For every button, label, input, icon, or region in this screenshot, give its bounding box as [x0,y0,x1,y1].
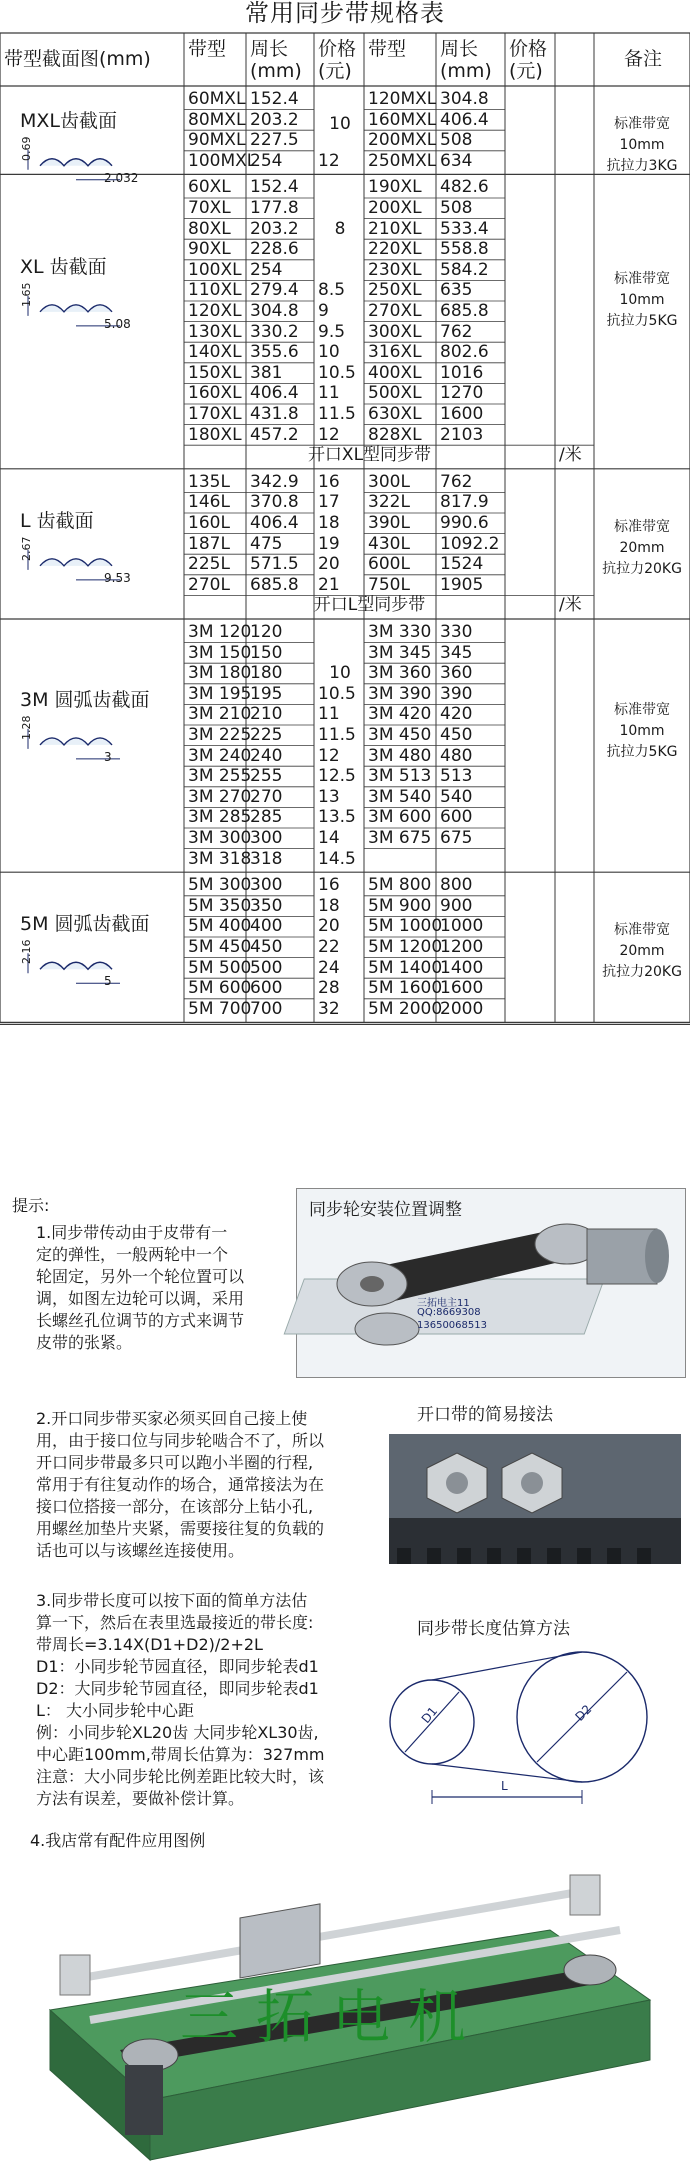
table-cell: 355.6 [250,342,299,363]
table-cell: 3M 150 [188,642,252,663]
table-cell: 3M 345 [368,642,432,663]
table-cell: 457.2 [250,424,299,445]
remark-text: 抗拉力20KG [602,964,682,981]
table-cell: 140XL [188,342,242,363]
table-cell: 675 [440,828,473,848]
remark-text: 抗拉力5KG [606,312,678,329]
table-cell: 177.8 [250,198,299,218]
table-cell: 431.8 [250,404,299,424]
tip-line: 调，如图左边轮可以调，采用 [36,1289,245,1308]
table-cell: 1600 [440,404,484,424]
table-cell: 600L [368,554,410,575]
table-cell: 600 [250,978,283,999]
table-cell: 828XL [368,424,422,445]
merged-price: 8 [334,218,346,239]
table-cell: 1016 [440,362,484,383]
tip-line: 2.开口同步带买家必须买回自己接上使 [36,1409,308,1428]
tip-line: 接口位搭接一部分，在该部分上钻小孔, [36,1497,314,1516]
table-cell: 5M 350 [188,895,252,916]
remark-text: 抗拉力3KG [606,158,678,175]
table-cell: 1905 [440,574,484,595]
table-cell: 210 [250,704,283,725]
remark-text: 标准带宽 [614,922,670,939]
remark-text: 抗拉力20KG [602,560,682,577]
table-cell: 11 [318,704,340,725]
header-type2: 带型 [368,38,407,60]
table-cell: 10.5 [318,362,356,383]
table-cell: 342.9 [250,471,299,492]
table-cell: 420 [440,704,473,725]
table-cell: 584.2 [440,259,489,280]
table-cell: 3M 540 [368,786,432,807]
table-cell: 254 [250,150,283,171]
remark-text: 标准带宽 [614,270,670,287]
application-example-photo [30,1860,660,2160]
table-cell: 762 [440,471,473,492]
table-cell: 28 [318,978,340,999]
table-cell: 316XL [368,342,422,363]
table-cell: 1400 [440,957,484,978]
table-cell: 227.5 [250,130,299,151]
table-cell: 3M 420 [368,704,432,725]
table-cell: 13 [318,786,340,807]
table-cell: 406.4 [440,109,489,130]
table-cell: 220XL [368,239,422,260]
table-cell: 152.4 [250,177,299,198]
table-cell: 135L [188,471,230,492]
open-belt-illustration [387,1398,683,1598]
table-cell: 270XL [368,301,422,321]
remark-text: 20mm [619,943,665,960]
tip-line: 定的弹性，一般两轮中一个 [36,1245,229,1264]
table-cell: 508 [440,198,473,218]
table-cell: 406.4 [250,513,299,533]
remark-text: 10mm [619,723,665,740]
table-cell: 80MXL [188,109,246,130]
label-l: L [501,1779,508,1793]
tip-4: 4.我店常有配件应用图例 [30,1831,206,1850]
table-cell: 270 [250,786,283,807]
table-cell: 14 [318,828,340,848]
watermark-text: 三拓电机 [180,1983,485,2051]
header-price2: 价格 (元) [509,38,548,82]
table-cell: 3M 318 [188,848,252,869]
table-cell: 90XL [188,239,231,260]
table-cell: 13.5 [318,807,356,828]
label-d2: D2 [572,1702,595,1724]
table-cell: 3M 390 [368,683,432,704]
tip-line: 例：小同步轮XL20齿 大同步轮XL30齿, [36,1723,319,1742]
table-cell: 5M 500 [188,957,252,978]
table-cell: 250MXL [368,150,437,171]
table-cell: 2000 [440,998,484,1019]
tip-line: 用螺丝加垫片夹紧，需要接往复的负载的 [36,1519,325,1538]
table-cell: 3M 120 [188,622,252,642]
table-cell: 203.2 [250,109,299,130]
table-cell: 9 [318,301,329,321]
table-cell: 19 [318,533,340,554]
table-cell: 318 [250,848,283,869]
table-cell: 120 [250,622,283,642]
table-cell: 360 [440,663,473,684]
table-cell: 1270 [440,383,484,404]
merged-price: 10 [329,113,351,134]
label-d1: D1 [418,1704,441,1726]
dimension-height: 2.67 [20,536,33,561]
table-cell: 200MXL [368,130,437,151]
table-cell: 230XL [368,259,422,280]
tip-line: 3.同步带长度可以按下面的简单方法估 [36,1591,308,1610]
table-cell: 80XL [188,218,231,239]
table-cell: 3M 675 [368,828,432,848]
dimension-pitch: 3 [104,749,112,764]
table-cell: 130XL [188,321,242,342]
table-cell: 330.2 [250,321,299,342]
table-cell: 16 [318,471,340,492]
table-cell: 3M 210 [188,704,252,725]
table-cell: 508 [440,130,473,151]
table-cell: 17 [318,492,340,513]
table-cell: 16 [318,875,340,896]
table-cell: 12 [318,150,340,171]
table-cell: 160L [188,513,230,533]
tip-line: 话也可以与该螺丝连接使用。 [36,1541,245,1560]
table-cell: 482.6 [440,177,489,198]
tip-line: 注意：大小同步轮比例差距比较大时，该 [36,1767,325,1786]
dimension-height: 0.69 [20,136,33,161]
table-cell: 152.4 [250,89,299,109]
header-profile: 带型截面图(mm) [4,48,151,70]
table-cell: 11 [318,383,340,404]
table-cell: 32 [318,998,340,1019]
table-cell: 300L [368,471,410,492]
table-cell: 70XL [188,198,231,218]
header-len2: 周长 (mm) [440,38,492,82]
table-cell: 187L [188,533,230,554]
table-cell: 270L [188,574,230,595]
dimension-pitch: 5 [104,974,112,989]
table-cell: 180 [250,663,283,684]
table-cell: 450 [440,725,473,745]
table-cell: 254 [250,259,283,280]
table-cell: 3M 330 [368,622,432,642]
table-cell: 60XL [188,177,231,198]
table-cell: 5M 2000 [368,998,443,1019]
table-cell: 146L [188,492,230,513]
profile-name: MXL齿截面 [20,109,117,132]
photo-phone: 13650068513 [417,1320,487,1331]
table-cell: 1200 [440,937,484,957]
table-cell: 12.5 [318,766,356,787]
open-belt-unit: /米 [559,595,582,616]
table-cell: 571.5 [250,554,299,575]
table-cell: 635 [440,280,473,301]
table-cell: 120MXL [368,89,437,109]
remark-text: 标准带宽 [614,702,670,719]
table-cell: 381 [250,362,283,383]
table-cell: 10 [318,342,340,363]
table-cell: 110XL [188,280,242,301]
table-cell: 802.6 [440,342,489,363]
table-cell: 500XL [368,383,422,404]
table-cell: 150 [250,642,283,663]
table-cell: 500 [250,957,283,978]
notes-section [0,1180,690,2169]
table-cell: 90MXL [188,130,246,151]
open-belt-label: 开口L型同步带 [313,595,426,616]
remark-text: 10mm [619,137,665,154]
table-cell: 3M 480 [368,745,432,766]
remark-text: 标准带宽 [614,116,670,133]
table-cell: 475 [250,533,283,554]
table-cell: 390 [440,683,473,704]
table-cell: 5M 800 [368,875,432,896]
remark-text: 抗拉力5KG [606,744,678,761]
header-remark: 备注 [623,48,662,70]
table-cell: 5M 1000 [368,916,443,937]
table-cell: 22 [318,937,340,957]
tip-line: 皮带的张紧。 [36,1333,133,1352]
header-price1: 价格 (元) [318,38,357,82]
table-cell: 160MXL [368,109,437,130]
merged-price: 10 [329,663,351,684]
table-cell: 3M 240 [188,745,252,766]
table-cell: 24 [318,957,340,978]
tip-line: 中心距100mm,带周长估算为：327mm [36,1745,325,1764]
table-cell: 304.8 [440,89,489,109]
remark-text: 10mm [619,291,665,308]
table-cell: 300XL [368,321,422,342]
table-cell: 285 [250,807,283,828]
table-cell: 12 [318,424,340,445]
table-cell: 210XL [368,218,422,239]
table-cell: 600 [440,807,473,828]
tip-line: 方法有误差，要做补偿计算。 [36,1789,245,1808]
table-cell: 11.5 [318,725,356,745]
table-cell: 5M 450 [188,937,252,957]
page-title: 常用同步带规格表 [245,0,445,27]
tip-line: 1.同步带传动由于皮带有一 [36,1223,228,1242]
open-belt-photo [387,1398,683,1598]
table-cell: 20 [318,554,340,575]
table-cell: 10.5 [318,683,356,704]
table-cell: 533.4 [440,218,489,239]
remark-text: 标准带宽 [614,518,670,535]
photo-store-name: 三拓电主11 [417,1298,470,1309]
dimension-height: 2.16 [20,939,33,965]
tip-line: 常用于有往复动作的场合，通常接法为在 [36,1475,325,1494]
dimension-pitch: 5.08 [104,316,131,331]
table-cell: 60MXL [188,89,246,109]
table-cell: 1092.2 [440,533,500,554]
table-cell: 990.6 [440,513,489,533]
table-cell: 14.5 [318,848,356,869]
table-cell: 1600 [440,978,484,999]
table-cell: 400 [250,916,283,937]
photo-caption-adjustment: 同步轮安装位置调整 [309,1200,462,1220]
table-cell: 3M 225 [188,725,252,745]
open-belt-unit: /米 [559,445,582,466]
photo-qq: QQ:8669308 [417,1307,481,1318]
table-cell: 180XL [188,424,242,445]
table-cell: 634 [440,150,473,171]
table-cell: 3M 195 [188,683,252,704]
table-cell: 18 [318,895,340,916]
table-cell: 450 [250,937,283,957]
tip-line: 长螺丝孔位调节的方式来调节 [36,1311,245,1330]
photo-caption-length: 同步带长度估算方法 [417,1619,570,1639]
table-cell: 100XL [188,259,242,280]
table-cell: 304.8 [250,301,299,321]
table-cell: 406.4 [250,383,299,404]
table-cell: 3M 180 [188,663,252,684]
profile-name: XL 齿截面 [20,255,107,278]
table-cell: 3M 513 [368,766,432,787]
table-cell: 21 [318,574,340,595]
table-cell: 700 [250,998,283,1019]
length-estimation-diagram [387,1612,683,1808]
table-cell: 3M 600 [368,807,432,828]
photo-caption-open-belt: 开口带的简易接法 [417,1405,553,1425]
table-cell: 3M 270 [188,786,252,807]
remark-text: 20mm [619,539,665,556]
table-cell: 330 [440,622,473,642]
table-cell: 5M 1600 [368,978,443,999]
profile-name: 3M 圆弧齿截面 [20,688,150,711]
table-cell: 5M 600 [188,978,252,999]
header-type1: 带型 [188,38,227,60]
pulley-adjustment-photo [296,1188,686,1378]
tip-line: D2：大同步轮节园直径，即同步轮表d1 [36,1679,319,1698]
table-cell: 370.8 [250,492,299,513]
table-cell: 300 [250,875,283,896]
table-cell: 3M 360 [368,663,432,684]
table-cell: 540 [440,786,473,807]
table-cell: 279.4 [250,280,299,301]
table-cell: 300 [250,828,283,848]
tip-line: 算一下，然后在表里选最接近的带长度: [36,1613,314,1632]
table-cell: 390L [368,513,410,533]
pulley-illustration [297,1189,687,1379]
open-belt-label: 开口XL型同步带 [307,445,432,466]
table-cell: 685.8 [440,301,489,321]
table-cell: 430L [368,533,410,554]
table-cell: 685.8 [250,574,299,595]
table-cell: 1524 [440,554,484,575]
tip-line: 用，由于接口位与同步轮啮合不了，所以 [36,1431,325,1450]
table-cell: 195 [250,683,283,704]
table-cell: 5M 300 [188,875,252,896]
table-cell: 350 [250,895,283,916]
table-cell: 160XL [188,383,242,404]
table-cell: 3M 300 [188,828,252,848]
table-cell: 558.8 [440,239,489,260]
table-cell: 3M 255 [188,766,252,787]
table-cell: 225 [250,725,283,745]
table-cell: 250XL [368,280,422,301]
table-cell: 12 [318,745,340,766]
table-cell: 5M 900 [368,895,432,916]
table-cell: 322L [368,492,410,513]
table-cell: 203.2 [250,218,299,239]
table-cell: 3M 285 [188,807,252,828]
table-cell: 225L [188,554,230,575]
dimension-height: 1.65 [20,282,33,307]
table-cell: 190XL [368,177,422,198]
dimension-height: 1.28 [20,715,33,740]
tip-line: D1：小同步轮节园直径，即同步轮表d1 [36,1657,319,1676]
dimension-pitch: 9.53 [104,570,131,585]
table-cell: 100MXL [188,150,257,171]
table-cell: 630XL [368,404,422,424]
table-cell: 5M 700 [188,998,252,1019]
profile-name: L 齿截面 [20,509,94,532]
table-cell: 240 [250,745,283,766]
table-cell: 5M 400 [188,916,252,937]
tip-line: 开口同步带最多只可以跑小半圈的行程, [36,1453,314,1472]
table-cell: 762 [440,321,473,342]
table-cell: 228.6 [250,239,299,260]
table-cell: 900 [440,895,473,916]
tips-heading: 提示: [12,1196,50,1215]
table-cell: 255 [250,766,283,787]
table-cell: 400XL [368,362,422,383]
header-len1: 周长 (mm) [250,38,302,82]
table-cell: 18 [318,513,340,533]
tip-line: 轮固定，另外一个轮位置可以 [36,1267,245,1286]
tip-line: L： 大小同步轮中心距 [36,1701,195,1720]
table-cell: 9.5 [318,321,346,342]
table-cell: 513 [440,766,473,787]
table-cell: 170XL [188,404,242,424]
table-cell: 345 [440,642,473,663]
dimension-pitch: 2.032 [104,170,139,185]
table-cell: 5M 1400 [368,957,443,978]
table-cell: 200XL [368,198,422,218]
table-cell: 8.5 [318,280,346,301]
table-cell: 817.9 [440,492,489,513]
table-cell: 2103 [440,424,484,445]
profile-name: 5M 圆弧齿截面 [20,913,150,936]
table-cell: 1000 [440,916,484,937]
table-cell: 20 [318,916,340,937]
table-cell: 800 [440,875,473,896]
table-cell: 3M 450 [368,725,432,745]
table-cell: 750L [368,574,410,595]
table-cell: 11.5 [318,404,356,424]
table-cell: 150XL [188,362,242,383]
tip-line: 带周长=3.14X(D1+D2)/2+2L [36,1635,263,1654]
table-cell: 5M 1200 [368,937,443,957]
table-cell: 480 [440,745,473,766]
table-cell: 120XL [188,301,242,321]
